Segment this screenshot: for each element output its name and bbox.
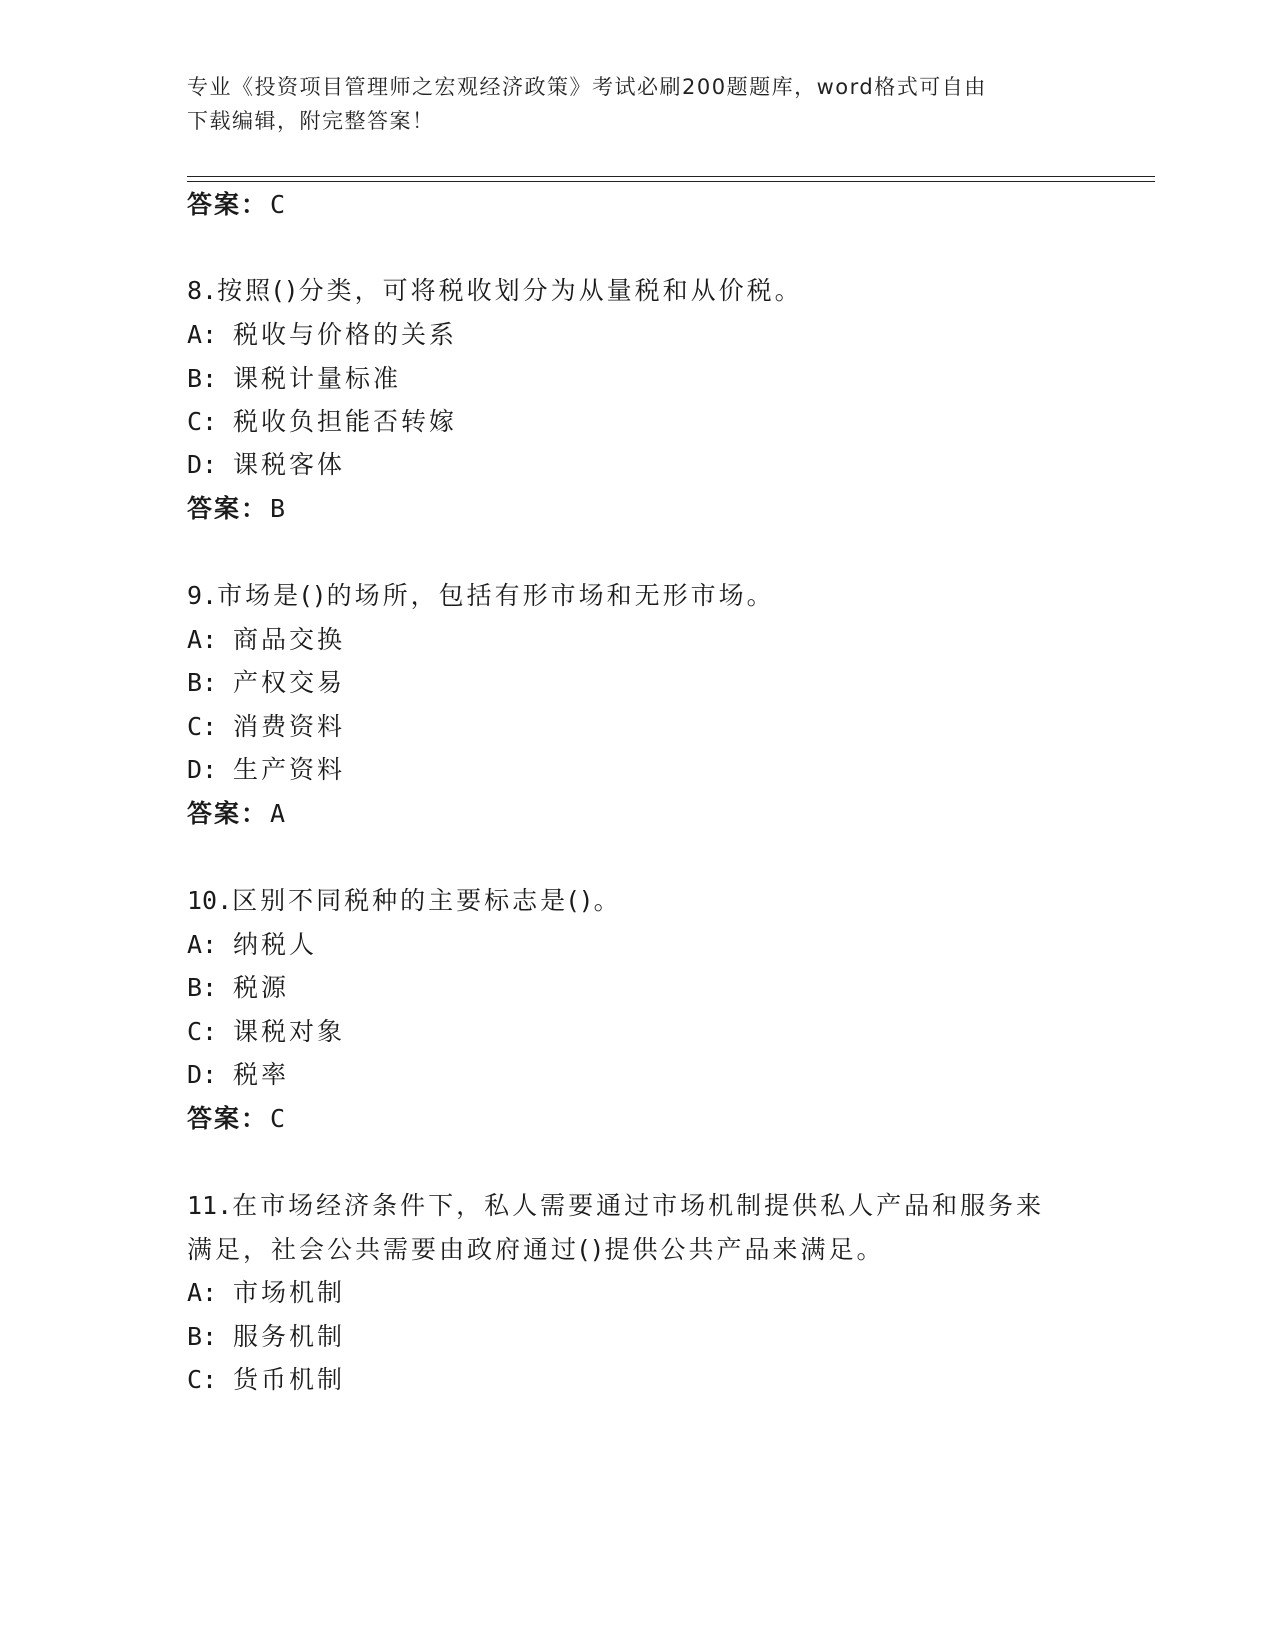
answer-line <box>187 190 287 220</box>
option-text: 服务机制 <box>233 1322 346 1351</box>
answer-line <box>187 1104 287 1134</box>
option-line <box>187 712 345 742</box>
option-line <box>187 407 457 437</box>
answer-line <box>187 494 287 524</box>
option-line <box>187 973 289 1003</box>
option-line <box>187 625 345 655</box>
option-text: 纳税人 <box>233 930 318 959</box>
answer-value: A <box>270 799 288 828</box>
question-9 <box>187 581 775 611</box>
question-number: 9. <box>187 581 218 610</box>
question-text-line-2: 满足，社会公共需要由政府通过()提供公共产品来满足。 <box>187 1235 885 1264</box>
option-letter: A: <box>187 320 218 349</box>
option-letter: C: <box>187 712 218 741</box>
header-line-2: 下载编辑，附完整答案！ <box>187 109 435 133</box>
header-divider-top <box>187 176 1155 177</box>
question-number: 10. <box>187 886 233 915</box>
option-text: 市场机制 <box>233 1278 346 1307</box>
option-text: 货币机制 <box>233 1365 346 1394</box>
option-text: 消费资料 <box>233 712 346 741</box>
question-text: 区别不同税种的主要标志是()。 <box>232 886 622 915</box>
question-10 <box>187 886 622 916</box>
answer-label: 答案： <box>187 1104 269 1133</box>
option-line <box>187 450 345 480</box>
option-text: 税源 <box>233 973 290 1002</box>
answer-line <box>187 799 287 829</box>
option-letter: C: <box>187 1017 218 1046</box>
question-number: 8. <box>187 276 218 305</box>
option-line <box>187 1322 345 1352</box>
option-letter: D: <box>187 450 218 479</box>
option-line <box>187 930 317 960</box>
option-line <box>187 1017 345 1047</box>
option-letter: A: <box>187 930 218 959</box>
option-line <box>187 320 457 350</box>
answer-value: C <box>270 190 288 219</box>
option-letter: B: <box>187 973 218 1002</box>
option-letter: D: <box>187 755 218 784</box>
option-letter: A: <box>187 1278 218 1307</box>
option-text: 课税对象 <box>233 1017 346 1046</box>
question-11-continued <box>187 1235 885 1265</box>
document-header <box>187 70 1067 138</box>
header-line-1: 专业《投资项目管理师之宏观经济政策》考试必刷200题题库，word格式可自由 <box>187 75 987 99</box>
option-text: 课税计量标准 <box>233 364 402 393</box>
option-letter: B: <box>187 668 218 697</box>
answer-value: C <box>270 1104 288 1133</box>
option-text: 课税客体 <box>233 450 346 479</box>
question-text-line-1: 在市场经济条件下，私人需要通过市场机制提供私人产品和服务来 <box>232 1191 1045 1220</box>
option-line <box>187 1278 345 1308</box>
option-line <box>187 755 345 785</box>
answer-label: 答案： <box>187 190 269 219</box>
answer-label: 答案： <box>187 799 269 828</box>
option-line <box>187 364 401 394</box>
question-8 <box>187 276 803 306</box>
option-letter: C: <box>187 1365 218 1394</box>
option-text: 税收与价格的关系 <box>233 320 458 349</box>
option-letter: D: <box>187 1060 218 1089</box>
option-letter: C: <box>187 407 218 436</box>
option-line <box>187 668 345 698</box>
option-line <box>187 1060 289 1090</box>
option-text: 税率 <box>233 1060 290 1089</box>
question-text: 市场是()的场所，包括有形市场和无形市场。 <box>217 581 775 610</box>
option-letter: B: <box>187 364 218 393</box>
option-text: 生产资料 <box>233 755 346 784</box>
question-11 <box>187 1191 1044 1221</box>
option-text: 商品交换 <box>233 625 346 654</box>
option-text: 产权交易 <box>233 668 346 697</box>
header-divider-bottom <box>187 181 1155 182</box>
option-line <box>187 1365 345 1395</box>
option-letter: A: <box>187 625 218 654</box>
answer-label: 答案： <box>187 494 269 523</box>
option-text: 税收负担能否转嫁 <box>233 407 458 436</box>
option-letter: B: <box>187 1322 218 1351</box>
question-text: 按照()分类，可将税收划分为从量税和从价税。 <box>217 276 803 305</box>
question-number: 11. <box>187 1191 233 1220</box>
answer-value: B <box>270 494 288 523</box>
